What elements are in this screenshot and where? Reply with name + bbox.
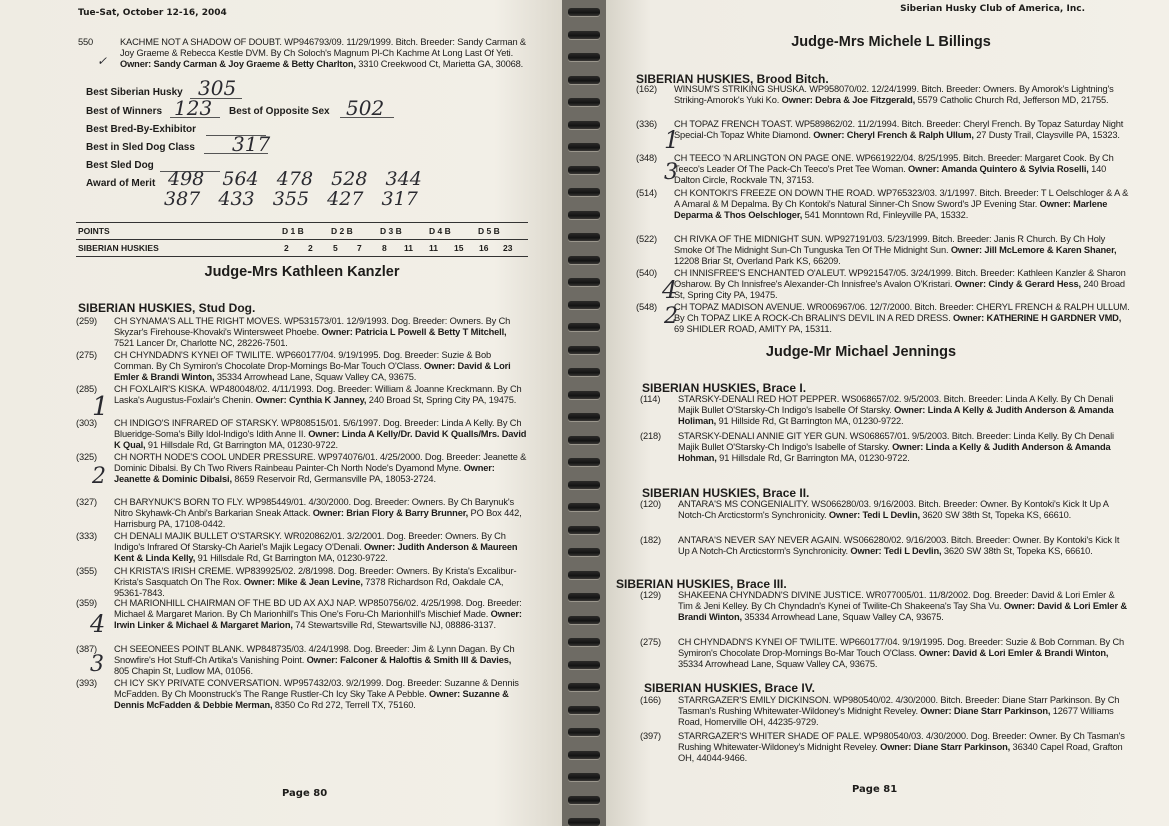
- entry-owner: Owner: Diane Starr Parkinson,: [920, 706, 1051, 717]
- entry-title: CH SYNAMA'S ALL THE RIGHT MOVES. WP531573/01.: [114, 316, 344, 326]
- class-heading: SIBERIAN HUSKIES, Brood Bitch.: [636, 72, 829, 86]
- entry-number: (166): [640, 695, 661, 705]
- entry-title: CH KRISTA'S IRISH CREME. WP839925/02.: [114, 566, 296, 576]
- entry-address: 69 SHIDLER ROAD, AMITY PA, 15311.: [674, 324, 832, 335]
- award-bred-by-exhibitor: Best Bred-By-Exhibitor: [86, 124, 197, 135]
- handwritten-best-siberian: 305: [198, 76, 237, 100]
- entry-number: (303): [76, 418, 97, 428]
- placement-mark: 1: [664, 126, 680, 154]
- handwritten-best-opposite: 502: [346, 96, 385, 120]
- class-heading: SIBERIAN HUSKIES, Stud Dog.: [78, 301, 256, 315]
- entry-address: 8350 Co Rd 272, Terrell TX, 75160.: [272, 700, 416, 711]
- entry-details: 4/24/1998. Dog. Breeder: Jim & Lynn Dagan. By Ch Snowfire's Hot Stuff-Ch Artika's Vanishing Point.: [114, 644, 515, 666]
- entry-owner: Owner: Tedi L Devlin,: [828, 510, 920, 521]
- entry-address: 74 Stewartsville Rd, Stewartsville NJ, 08886-3137.: [292, 620, 496, 631]
- entry-title: CH DENALI MAJIK BULLET O'STARSKY. WR020862/01.: [114, 531, 345, 541]
- entry-number: (522): [636, 234, 657, 244]
- points-value: 8: [382, 243, 387, 253]
- entry-number: 550: [78, 37, 94, 47]
- entry-title: CH CHYNDADN'S KYNEI OF TWILITE. WP660177/04.: [114, 350, 336, 360]
- points-value: 5: [333, 243, 338, 253]
- points-value: 11: [404, 243, 413, 253]
- binding-ring: [568, 278, 600, 286]
- entry-details: 4/25/2000. Dog. Breeder: Jeanette & Dominic Dibalsi. By Ch Two Rivers Rainbeau Painter-Ch North Node's Dyamond Myne.: [114, 452, 527, 474]
- binding-ring: [568, 233, 600, 241]
- entry-owner: Owner: Linda A Kelly & Judith Anderson & Amanda Holiman,: [678, 405, 1114, 427]
- entry-title: STARRGAZER'S EMILY DICKINSON. WP980540/02.: [678, 695, 894, 705]
- points-value: 23: [503, 243, 513, 253]
- placement-mark: 1: [92, 392, 109, 422]
- entry-address: 541 Monntown Rd, Finleyville PA, 15332.: [802, 210, 969, 221]
- entry-address: 240 Broad St, Spring City PA, 19475.: [674, 279, 1125, 301]
- award-best-siberian: Best Siberian Husky: [86, 87, 183, 98]
- entry-title: CH CHYNDADN'S KYNEI OF TWILITE. WP660177/04.: [678, 637, 900, 647]
- entry-owner: Owner: Cynthia K Janney,: [255, 395, 367, 406]
- entry-title: STARRGAZER'S WHITER SHADE OF PALE. WP980540/03.: [678, 731, 924, 741]
- entry-title: CH RIVKA OF THE MIDNIGHT SUN. WP927191/03.: [674, 234, 885, 244]
- judge-title: Judge-Mrs Michele L Billings: [791, 34, 991, 50]
- binding-ring: [568, 31, 600, 39]
- entry-details: 11/29/1999. Bitch. Breeder: Sandy Carman & Joy Graeme & Rebecca Kestle DVM. By Ch Soloch's Magnum Pl-Ch Kachme At Long Last Of Yeti.: [120, 37, 526, 59]
- binding-ring: [568, 728, 600, 736]
- placement-mark: 3: [664, 160, 678, 185]
- points-breed: SIBERIAN HUSKIES: [78, 243, 159, 253]
- entry-owner: Owner: Cindy & Gerard Hess,: [954, 279, 1081, 290]
- entry-address: 7521 Lancer Dr, Charlotte NC, 28226-7501.: [114, 338, 288, 349]
- entry-title: CH BARYNUK'S BORN TO FLY. WP985449/01.: [114, 497, 307, 507]
- entry-details: 11/8/2002. Dog. Breeder: David & Lori Emler & Tim & Jeni Kelley. By Ch Chyndadn's Kynei of Twilite-Ch Shakeena's Tay Sha Vu.: [678, 590, 1115, 612]
- entry-number: (120): [640, 499, 661, 509]
- entry-title: CH INNISFREE'S ENCHANTED O'ALEUT. WP921547/05.: [674, 268, 909, 278]
- entry-owner: Owner: Brian Flory & Barry Brunner,: [312, 508, 469, 519]
- entry-number: (387): [76, 644, 97, 654]
- entry-number: (275): [76, 350, 97, 360]
- placement-mark: 3: [90, 652, 104, 677]
- entry-details: 3/1/1997. Bitch. Breeder: T L Oelschloger & A & A Amaral & M Depalma. By Ch Kontoki's Natural Sinner-Ch Snow Sword's JP Evening Star.: [674, 188, 1129, 210]
- points-value: 2: [308, 243, 313, 253]
- binding-ring: [568, 188, 600, 196]
- handwritten-sled-class: 317: [232, 132, 271, 156]
- entry-address: 805 Chapin St, Ludlow MA, 01056.: [114, 666, 253, 677]
- binding-ring: [568, 571, 600, 579]
- entry-owner: Owner: Sandy Carman & Joy Graeme & Betty Charlton,: [120, 59, 356, 70]
- entry-address: 3310 Creekwood Ct, Marietta GA, 30068.: [355, 59, 524, 70]
- page-80: [0, 0, 562, 826]
- points-value: 16: [479, 243, 489, 253]
- entry-address: 91 Hillsdale Rd, Gt Barrington MA, 01230-9722.: [145, 440, 338, 451]
- entry-title: WINSUM'S STRIKING SHUSKA. WP958070/02.: [674, 84, 869, 94]
- placement-mark: 2: [92, 464, 106, 489]
- binding-ring: [568, 818, 600, 826]
- entry-owner: Owner: Judith Anderson & Maureen Kent & Linda Kelly,: [114, 542, 518, 564]
- entry-number: (359): [76, 598, 97, 608]
- points-col-1: D 1 B: [282, 226, 304, 236]
- entry-address: 8659 Reservoir Rd, Germansville PA, 18053-2724.: [231, 474, 436, 485]
- binding-ring: [568, 76, 600, 84]
- entry-title: CH MARIONHILL CHAIRMAN OF THE BD UD AX AXJ NAP. WP850756/02.: [114, 598, 419, 608]
- points-value: 2: [284, 243, 289, 253]
- entry-address: 7378 Richardson Rd, Oakdale CA, 95361-7843.: [114, 577, 504, 599]
- entry-address: 140 Dalton Circle, Rockvale TN, 37153.: [674, 164, 1107, 186]
- entry-number: (129): [640, 590, 661, 600]
- entry-details: 11/2/1994. Bitch. Breeder: Cheryl French. By Topaz Saturday Night Special-Ch Topaz White Diamond.: [674, 119, 1124, 141]
- spiral-binding: [562, 0, 606, 826]
- binding-ring: [568, 436, 600, 444]
- binding-ring: [568, 256, 600, 264]
- entry-address: 35334 Arrowhead Lane, Squaw Valley CA, 93675.: [214, 372, 417, 383]
- entry-owner: Owner: Cheryl French & Ralph Ullum,: [813, 130, 974, 141]
- entry-address: PO Box 442, Harrisburg PA, 17108-0442.: [114, 508, 522, 530]
- entry-address: 36340 Capel Road, Grafton OH, 44044-9466.: [678, 742, 1123, 764]
- binding-ring: [568, 8, 600, 16]
- entry-title: STARSKY-DENALI ANNIE GIT YER GUN. WS068657/01.: [678, 431, 910, 441]
- entry-details: 9/16/2003. Bitch. Breeder: Owner. By Kontoki's Kick It Up A Notch-Ch Arcticstorm's Synchronicity.: [678, 535, 1120, 557]
- binding-ring: [568, 346, 600, 354]
- entry-owner: Owner: Linda a Kelly & Judith Anderson & Amanda Hohman,: [678, 442, 1111, 464]
- entry-number: (355): [76, 566, 97, 576]
- entry-address: 3620 SW 38th St, Topeka KS, 66610.: [941, 546, 1093, 557]
- entry-details: 4/30/2000. Dog. Breeder: Owners. By Ch Barynuk's Nitro Skyhawk-Ch Anbi's Barkarian Sneak Attack.: [114, 497, 514, 519]
- binding-ring: [568, 143, 600, 151]
- binding-ring: [568, 616, 600, 624]
- entry-number: (397): [640, 731, 661, 741]
- binding-ring: [568, 413, 600, 421]
- binding-ring: [568, 751, 600, 759]
- entry-number: (540): [636, 268, 657, 278]
- entry-number: (162): [636, 84, 657, 94]
- class-heading: SIBERIAN HUSKIES, Brace II.: [642, 486, 810, 500]
- entry-number: (285): [76, 384, 97, 394]
- points-value: 15: [454, 243, 464, 253]
- page-number: Page 80: [282, 788, 328, 799]
- binding-ring: [568, 638, 600, 646]
- entry-owner: Owner: Marlene Deparma & Thos Oelschloger,: [674, 199, 1108, 221]
- entry-address: 35334 Arrowhead Lane, Squaw Valley CA, 93675.: [741, 612, 944, 623]
- entry-number: (259): [76, 316, 97, 326]
- entry-details: 4/30/2000. Dog. Breeder: Owner. By Ch Tasman's Rushing Whitewater-Wildoney's Midnight Reveley.: [678, 731, 1125, 753]
- page-81: [606, 0, 1169, 826]
- entry-number: (218): [640, 431, 661, 441]
- entry-owner: Owner: Jeanette & Dominic Dibalsi,: [114, 463, 495, 485]
- entry-details: 3/24/1999. Bitch. Breeder: Kathleen Kanzler & Sharon Osharow. By Ch Innisfree's Alexander-Ch Innisfree's Avalon O'Kristari.: [674, 268, 1126, 290]
- entry-title: CH KONTOKI'S FREEZE ON DOWN THE ROAD. WP765323/03.: [674, 188, 938, 198]
- entry-details: 2/8/1998. Dog. Breeder: Owners. By Krista's Excalibur-Krista's Sasquatch On The Rox.: [114, 566, 517, 588]
- entry-details: 9/5/2003. Bitch. Breeder: Linda A Kelly. By Ch Denali Majik Bullet O'Starsky-Ch Indigo's Isabelle Of Starsky.: [678, 394, 1114, 416]
- handwritten-merit-row1: 498 564 478 528 344: [168, 168, 422, 190]
- placement-mark: 4: [662, 276, 678, 304]
- placement-mark: 2: [664, 304, 678, 329]
- points-value: 7: [357, 243, 362, 253]
- judge-title: Judge-Mr Michael Jennings: [765, 344, 957, 360]
- award-best-sled-dog: Best Sled Dog: [86, 160, 154, 171]
- points-label: POINTS: [78, 226, 110, 236]
- entry-address: 12208 Briar St, Overland Park KS, 66209.: [674, 256, 841, 267]
- entry-owner: Owner: Irwin Linker & Michael & Margaret Marion,: [114, 609, 522, 631]
- entry-title: CH SEEONEES POINT BLANK. WP848735/03.: [114, 644, 307, 654]
- entry-address: 91 Hillside Rd, Gt Barrington MA, 01230-9722.: [716, 416, 904, 427]
- entry-owner: Owner: Mike & Jean Levine,: [243, 577, 363, 588]
- entry-number: (393): [76, 678, 97, 688]
- binding-ring: [568, 166, 600, 174]
- entry-details: 4/25/1998. Dog. Breeder: Michael & Margaret Marion. By Ch Marionhill's This One's Foru-Ch Marionhill's Mischief Made.: [114, 598, 522, 620]
- entry-address: 240 Broad St, Spring City PA, 19475.: [366, 395, 517, 406]
- entry-details: 12/7/2000. Bitch. Breeder: CHERYL FRENCH & RALPH ULLUM. By Ch TOPAZ LIKE A ROCK-Ch BRALIN'S DEVIL IN A RED DRESS.: [674, 302, 1130, 324]
- entry-details: 5/23/1999. Bitch. Breeder: Janis R Church. By Ch Holy Smoke Of The Midnight Sun-Ch Tunguska Ten Of THe Midnight Sun.: [674, 234, 1106, 256]
- entry-title: CH NORTH NODE'S COOL UNDER PRESSURE. WP974076/01.: [114, 452, 378, 462]
- entry-details: 3/2/2001. Dog. Breeder: Owners. By Ch Indigo's Infrared Of Starsky-Ch Aariel's Majik Legacy O'Denali.: [114, 531, 506, 553]
- entry-details: 9/19/1995. Dog. Breeder: Suzie & Bob Cornman. By Ch Symiron's Chocolate Drop-Mornings Bo-Mar Touch O'Class.: [678, 637, 1125, 659]
- points-col-4: D 4 B: [429, 226, 451, 236]
- entry-number: (548): [636, 302, 657, 312]
- entry-details: 8/25/1995. Bitch. Breeder: Margaret Cook. By Ch Teeco's Leader Of The Pack-Ch Teeco's Pret Tee Woman.: [674, 153, 1114, 175]
- points-col-5: D 5 B: [478, 226, 500, 236]
- entry-owner: Owner: David & Lori Emler & Brandi Winton,: [114, 361, 511, 383]
- entry-owner: Owner: Tedi L Devlin,: [850, 546, 942, 557]
- entry-number: (327): [76, 497, 97, 507]
- binding-ring: [568, 796, 600, 804]
- entry-owner: Owner: Falconer & Haloftis & Smith III & Davies,: [306, 655, 512, 666]
- binding-ring: [568, 593, 600, 601]
- handwritten-best-winners: 123: [174, 96, 213, 120]
- entry-details: 9/16/2003. Bitch. Breeder: Owner. By Kontoki's Kick It Up A Notch-Ch Arcticstorm's Synchronicity.: [678, 499, 1109, 521]
- entry-details: 9/5/2003. Bitch. Breeder: Linda Kelly. By Ch Denali Majik Bullet O'Starsky-Ch Indigo's Isabelle of Starsky.: [678, 431, 1114, 453]
- entry-details: 9/19/1995. Dog. Breeder: Suzie & Bob Cornman. By Ch Symiron's Chocolate Drop-Mornings Bo-Mar Touch O'Class.: [114, 350, 491, 372]
- binding-ring: [568, 683, 600, 691]
- points-value: 11: [429, 243, 438, 253]
- class-heading: SIBERIAN HUSKIES, Brace IV.: [644, 681, 815, 695]
- entry-owner: Owner: Amanda Quintero & Sylvia Roselli,: [908, 164, 1089, 175]
- entry-address: 27 Dusty Trail, Claysville PA, 15323.: [973, 130, 1120, 141]
- points-col-2: D 2 B: [331, 226, 353, 236]
- binding-ring: [568, 121, 600, 129]
- binding-ring: [568, 548, 600, 556]
- award-best-winners: Best of Winners: [86, 106, 163, 117]
- entry-number: (333): [76, 531, 97, 541]
- entry-address: 91 Hillsdale Rd, Gr Barrington MA, 01230-9722.: [716, 453, 910, 464]
- entry-address: 35334 Arrowhead Lane, Squaw Valley CA, 93675.: [678, 659, 878, 670]
- entry-address: 12677 Williams Road, Homerville OH, 44235-9729.: [678, 706, 1114, 728]
- entry-title: KACHME NOT A SHADOW OF DOUBT. WP946793/09.: [120, 37, 344, 47]
- entry-number: (336): [636, 119, 657, 129]
- entry-details: 12/9/1993. Dog. Breeder: Owners. By Ch Skyzar's Firehouse-Khovaki's Wintersweet Phoebe.: [114, 316, 511, 338]
- entry-title: CH TOPAZ FRENCH TOAST. WP589862/02.: [674, 119, 855, 129]
- binding-ring: [568, 301, 600, 309]
- entry-owner: Owner: Jill McLemore & Karen Shaner,: [950, 245, 1117, 256]
- binding-ring: [568, 391, 600, 399]
- entry-address: 91 Hillsdale Rd, Gt Barrington MA, 01230-9722.: [195, 553, 388, 564]
- placement-mark: 4: [90, 610, 106, 638]
- binding-ring: [568, 773, 600, 781]
- binding-ring: [568, 481, 600, 489]
- entry-owner: Owner: David & Lori Emler & Brandi Winton,: [918, 648, 1109, 659]
- entry-title: ANTARA'S MS CONGENIALITY. WS066280/03.: [678, 499, 872, 509]
- entry-details: 12/24/1999. Bitch. Breeder: Owners. By Amorok's Lightning's Striking-Amorok's Yuki Ko.: [674, 84, 1114, 106]
- entry-title: SHAKEENA CHYNDADN'S DIVINE JUSTICE. WR077005/01.: [678, 590, 927, 600]
- binding-ring: [568, 323, 600, 331]
- entry-owner: Owner: Debra & Joe Fitzgerald,: [781, 95, 916, 106]
- binding-ring: [568, 661, 600, 669]
- entry-owner: Owner: KATHERINE H GARDNER VMD,: [952, 313, 1122, 324]
- entry-title: CH TEECO 'N ARLINGTON ON PAGE ONE. WP661922/04.: [674, 153, 916, 163]
- check-mark: ✓: [97, 54, 108, 68]
- handwritten-merit-row2: 387 433 355 427 317: [164, 188, 418, 210]
- entry-number: (325): [76, 452, 97, 462]
- entry-details: 5/6/1997. Dog. Breeder: Linda A Kelly. By Ch Blueridge-Soma's Billy Idol-Indigo's Idith Anne II.: [114, 418, 522, 440]
- entry-title: CH TOPAZ MADISON AVENUE. WR006967/06.: [674, 302, 868, 312]
- entry-title: STARSKY-DENALI RED HOT PEPPER. WS068657/02.: [678, 394, 902, 404]
- entry-address: 3620 SW 38th St, Topeka KS, 66610.: [919, 510, 1072, 521]
- binding-ring: [568, 458, 600, 466]
- entry-title: CH ICY SKY PRIVATE CONVERSATION. WP957432/03.: [114, 678, 344, 688]
- entry-owner: Owner: Linda A Kelly/Dr. David K Qualls/Mrs. David K Qual,: [114, 429, 527, 451]
- entry-number: (275): [640, 637, 661, 647]
- entry-number: (114): [640, 394, 661, 404]
- entry-details: 9/2/1999. Dog. Breeder: Suzanne & Dennis McFadden. By Ch Moonstruck's The Range Rustler-Ch Icy Sky Take A Pebble.: [114, 678, 519, 700]
- award-of-merit: Award of Merit: [86, 178, 156, 189]
- binding-ring: [568, 503, 600, 511]
- entry-owner: Owner: Diane Starr Parkinson,: [880, 742, 1011, 753]
- points-col-3: D 3 B: [380, 226, 402, 236]
- page-number: Page 81: [852, 784, 898, 795]
- binding-ring: [568, 526, 600, 534]
- binding-ring: [568, 211, 600, 219]
- entry-details: 4/11/1993. Dog. Breeder: William & Joanne Kreckmann. By Ch Laska's Augustus-Foxlair's Chenin.: [114, 384, 522, 406]
- entry-address: 5579 Catholic Church Rd, Jefferson MD, 21755.: [915, 95, 1109, 106]
- class-heading: SIBERIAN HUSKIES, Brace I.: [642, 381, 807, 395]
- page-header-club: Siberian Husky Club of America, Inc.: [900, 4, 1085, 14]
- entry-owner: Owner: Patricia L Powell & Betty T Mitchell,: [321, 327, 507, 338]
- binding-ring: [568, 706, 600, 714]
- page-header-date: Tue-Sat, October 12-16, 2004: [78, 8, 227, 18]
- binding-ring: [568, 368, 600, 376]
- entry-number: (514): [636, 188, 657, 198]
- entry-title: CH FOXLAIR'S KISKA. WP480048/02.: [114, 384, 270, 394]
- entry-number: (182): [640, 535, 661, 545]
- entry-details: 4/30/2000. Bitch. Breeder: Diane Starr Parkinson. By Ch Tasman's Rushing Whitewater-Wildoney's Midnight Reveley.: [678, 695, 1120, 717]
- entry-number: (348): [636, 153, 657, 163]
- points-bottom-rule: [76, 256, 528, 257]
- award-sled-dog-class: Best in Sled Dog Class: [86, 142, 195, 153]
- entry-title: ANTARA'S NEVER SAY NEVER AGAIN. WS066280/02.: [678, 535, 904, 545]
- class-heading: SIBERIAN HUSKIES, Brace III.: [616, 577, 787, 591]
- points-mid-rule: [76, 239, 528, 240]
- binding-ring: [568, 53, 600, 61]
- binding-ring: [568, 98, 600, 106]
- entry-owner: Owner: Suzanne & Dennis McFadden & Debbie Merman,: [114, 689, 509, 711]
- judge-title: Judge-Mrs Kathleen Kanzler: [204, 264, 400, 280]
- entry-owner: Owner: David & Lori Emler & Brandi Winton,: [678, 601, 1127, 623]
- award-best-opposite: Best of Opposite Sex: [229, 106, 330, 117]
- points-top-rule: [76, 222, 528, 223]
- entry-title: CH INDIGO'S INFRARED OF STARSKY. WP808515/01.: [114, 418, 341, 428]
